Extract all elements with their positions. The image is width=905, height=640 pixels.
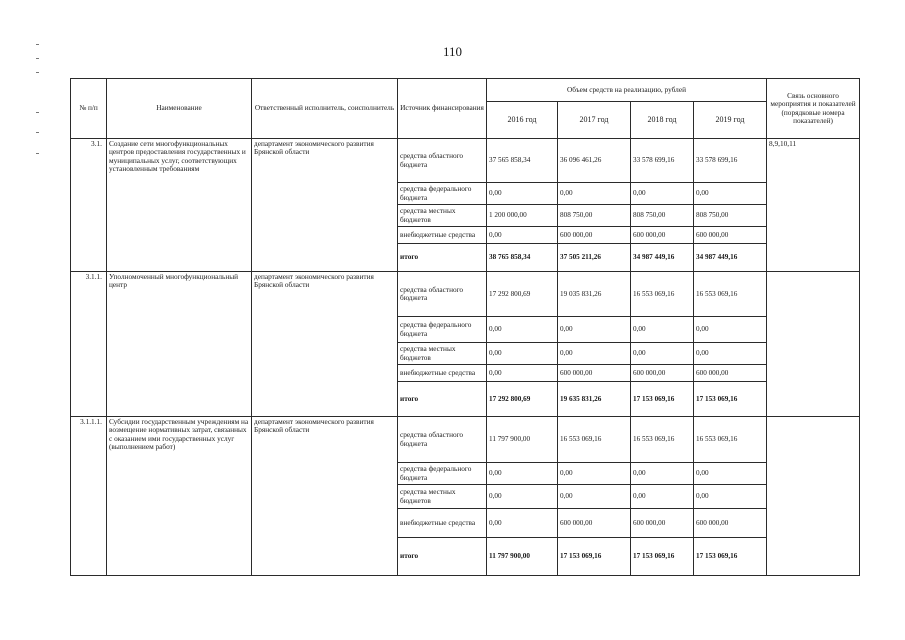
value-cell: 0,00 [694, 343, 767, 365]
margin-mark [36, 58, 39, 59]
value-cell: 600 000,00 [694, 509, 767, 538]
value-cell: 16 553 069,16 [631, 272, 694, 317]
row-executor: департамент экономического развития Брянской области [252, 417, 398, 576]
value-cell: 0,00 [487, 343, 558, 365]
value-cell: 0,00 [487, 183, 558, 205]
value-cell: 0,00 [631, 343, 694, 365]
source-label: внебюджетные средства [398, 365, 487, 382]
value-cell: 16 553 069,16 [694, 272, 767, 317]
row-code: 3.1. [71, 139, 107, 272]
value-cell: 600 000,00 [694, 227, 767, 244]
value-cell: 0,00 [487, 509, 558, 538]
value-cell: 0,00 [631, 485, 694, 509]
value-cell: 808 750,00 [694, 205, 767, 227]
value-cell: 0,00 [558, 317, 631, 343]
value-cell: 0,00 [694, 463, 767, 485]
total-cell: 34 987 449,16 [631, 244, 694, 272]
header-name: Наименование [107, 79, 252, 139]
value-cell: 0,00 [631, 463, 694, 485]
header-year-2018: 2018 год [631, 102, 694, 139]
value-cell: 16 553 069,16 [631, 417, 694, 463]
total-cell: 17 153 069,16 [694, 538, 767, 576]
page-number: 110 [442, 44, 463, 59]
value-cell: 600 000,00 [558, 509, 631, 538]
row-code: 3.1.1.1. [71, 417, 107, 576]
header-year-2016: 2016 год [487, 102, 558, 139]
source-label-total: итого [398, 244, 487, 272]
source-label: внебюджетные средства [398, 509, 487, 538]
source-label: средства местных бюджетов [398, 485, 487, 509]
total-cell: 38 765 858,34 [487, 244, 558, 272]
value-cell: 16 553 069,16 [558, 417, 631, 463]
row-executor: департамент экономического развития Брянской области [252, 139, 398, 272]
value-cell: 33 578 699,16 [631, 139, 694, 183]
value-cell: 11 797 900,00 [487, 417, 558, 463]
value-cell: 600 000,00 [631, 509, 694, 538]
total-cell: 17 153 069,16 [558, 538, 631, 576]
header-num: № п/п [71, 79, 107, 139]
margin-mark [36, 72, 39, 73]
value-cell: 0,00 [558, 485, 631, 509]
value-cell: 600 000,00 [558, 365, 631, 382]
value-cell: 0,00 [487, 365, 558, 382]
total-cell: 34 987 449,16 [694, 244, 767, 272]
value-cell: 600 000,00 [694, 365, 767, 382]
value-cell: 0,00 [694, 485, 767, 509]
value-cell: 0,00 [558, 463, 631, 485]
row-link [767, 417, 860, 576]
value-cell: 0,00 [694, 183, 767, 205]
value-cell: 0,00 [487, 463, 558, 485]
total-cell: 11 797 900,00 [487, 538, 558, 576]
source-label-total: итого [398, 538, 487, 576]
source-label: средства областного бюджета [398, 139, 487, 183]
value-cell: 0,00 [487, 485, 558, 509]
value-cell: 16 553 069,16 [694, 417, 767, 463]
source-label: средства федерального бюджета [398, 463, 487, 485]
row-code: 3.1.1. [71, 272, 107, 417]
row-name: Уполномоченный многофункциональный центр [107, 272, 252, 417]
header-year-2019: 2019 год [694, 102, 767, 139]
table-row [71, 139, 860, 183]
row-link [767, 272, 860, 417]
header-executor: Ответственный исполнитель, соисполнитель [252, 79, 398, 139]
value-cell: 37 565 858,34 [487, 139, 558, 183]
source-label: средства областного бюджета [398, 272, 487, 317]
source-label: средства федерального бюджета [398, 317, 487, 343]
value-cell: 0,00 [487, 317, 558, 343]
total-cell: 37 505 211,26 [558, 244, 631, 272]
source-label-total: итого [398, 382, 487, 417]
table-row [71, 417, 860, 463]
value-cell: 808 750,00 [558, 205, 631, 227]
source-label: средства местных бюджетов [398, 205, 487, 227]
header-volume: Объем средств на реализацию, рублей [487, 79, 767, 102]
header-link: Связь основного мероприятия и показателей (порядковые номера показателей) [767, 79, 860, 139]
row-executor: департамент экономического развития Брянской области [252, 272, 398, 417]
value-cell: 33 578 699,16 [694, 139, 767, 183]
value-cell: 808 750,00 [631, 205, 694, 227]
value-cell: 0,00 [487, 227, 558, 244]
source-label: средства областного бюджета [398, 417, 487, 463]
total-cell: 17 292 800,69 [487, 382, 558, 417]
header-year-2017: 2017 год [558, 102, 631, 139]
row-name: Субсидии государственным учреждениям на возмещение нормативных затрат, связанных с оказанием ими государственных услуг (выполнением работ) [107, 417, 252, 576]
value-cell: 600 000,00 [631, 227, 694, 244]
margin-mark [36, 112, 39, 113]
header-source: Источник финансирования [398, 79, 487, 139]
value-cell: 600 000,00 [631, 365, 694, 382]
value-cell: 600 000,00 [558, 227, 631, 244]
source-label: средства местных бюджетов [398, 343, 487, 365]
row-name: Создание сети многофункциональных центров предоставления государственных и муниципальных услуг, соответствующих установленным требованиям [107, 139, 252, 272]
table-row [71, 272, 860, 317]
value-cell: 0,00 [631, 317, 694, 343]
margin-mark [36, 132, 39, 133]
value-cell: 1 200 000,00 [487, 205, 558, 227]
value-cell: 19 035 831,26 [558, 272, 631, 317]
row-link: 8,9,10,11 [767, 139, 860, 272]
source-label: средства федерального бюджета [398, 183, 487, 205]
total-cell: 17 153 069,16 [694, 382, 767, 417]
total-cell: 19 635 831,26 [558, 382, 631, 417]
margin-mark [36, 153, 39, 154]
value-cell: 0,00 [558, 343, 631, 365]
total-cell: 17 153 069,16 [631, 382, 694, 417]
budget-table [70, 78, 860, 576]
value-cell: 36 096 461,26 [558, 139, 631, 183]
value-cell: 0,00 [631, 183, 694, 205]
total-cell: 17 153 069,16 [631, 538, 694, 576]
value-cell: 0,00 [558, 183, 631, 205]
value-cell: 17 292 800,69 [487, 272, 558, 317]
margin-mark [36, 44, 39, 45]
value-cell: 0,00 [694, 317, 767, 343]
source-label: внебюджетные средства [398, 227, 487, 244]
